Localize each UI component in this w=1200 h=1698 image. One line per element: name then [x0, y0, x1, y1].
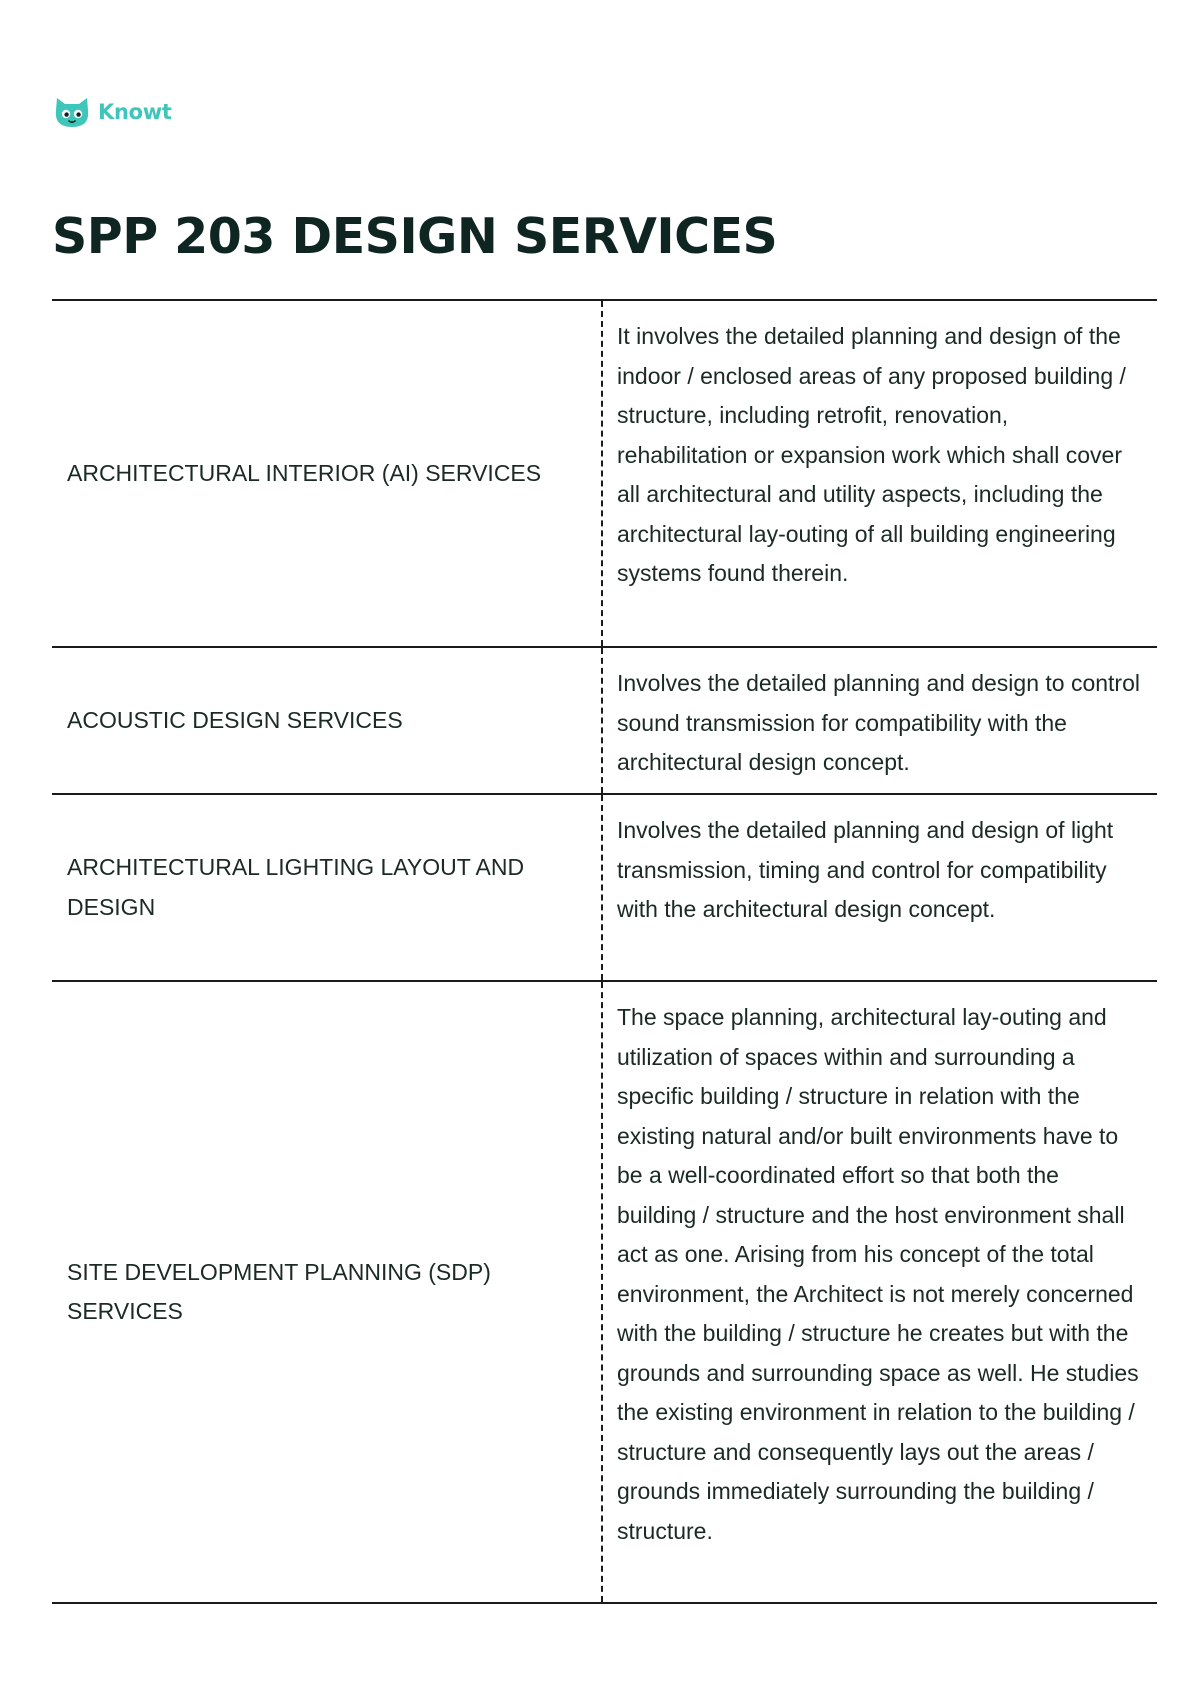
- table-row: [52, 648, 1157, 795]
- table-row: [52, 301, 1157, 648]
- definition-cell: It involves the detailed planning and design of the indoor / enclosed areas of any proposed building / structure, including retrofit, renovation, rehabilitation or expansion work which shall cover all architectural and utility aspects, including the architectural lay-outing of all building engineering systems found therein.: [617, 323, 1126, 586]
- definition-cell: Involves the detailed planning and design of light transmission, timing and control for compatibility with the architectural design concept.: [617, 817, 1114, 922]
- table-row: [52, 795, 1157, 982]
- term-cell: ARCHITECTURAL INTERIOR (AI) SERVICES: [52, 301, 603, 646]
- term-cell: ACOUSTIC DESIGN SERVICES: [52, 648, 603, 793]
- knowt-logo[interactable]: [52, 94, 172, 130]
- table-row: [52, 982, 1157, 1604]
- term-cell: SITE DEVELOPMENT PLANNING (SDP) SERVICES: [52, 982, 603, 1602]
- term-cell: ARCHITECTURAL LIGHTING LAYOUT AND DESIGN: [52, 795, 603, 980]
- design-services-table: [52, 299, 1157, 1604]
- knowt-cat-mascot-icon: [52, 94, 92, 130]
- page-title: SPP 203 DESIGN SERVICES: [52, 208, 778, 265]
- definition-cell: Involves the detailed planning and design to control sound transmission for compatibility with the architectural design concept.: [617, 670, 1140, 775]
- logo-text: Knowt: [98, 100, 172, 124]
- definition-cell: The space planning, architectural lay-outing and utilization of spaces within and surrounding a specific building / structure in relation with the existing natural and/or built environments have to be a well-coordinated effort so that both the building / structure and the host environment shall act as one. Arising from his concept of the total environment, the Architect is not merely concerned with the building / structure he creates but with the grounds and surrounding space as well. He studies the existing environment in relation to the building / structure and consequently lays out the areas / grounds immediately surrounding the building / structure.: [617, 1004, 1139, 1544]
